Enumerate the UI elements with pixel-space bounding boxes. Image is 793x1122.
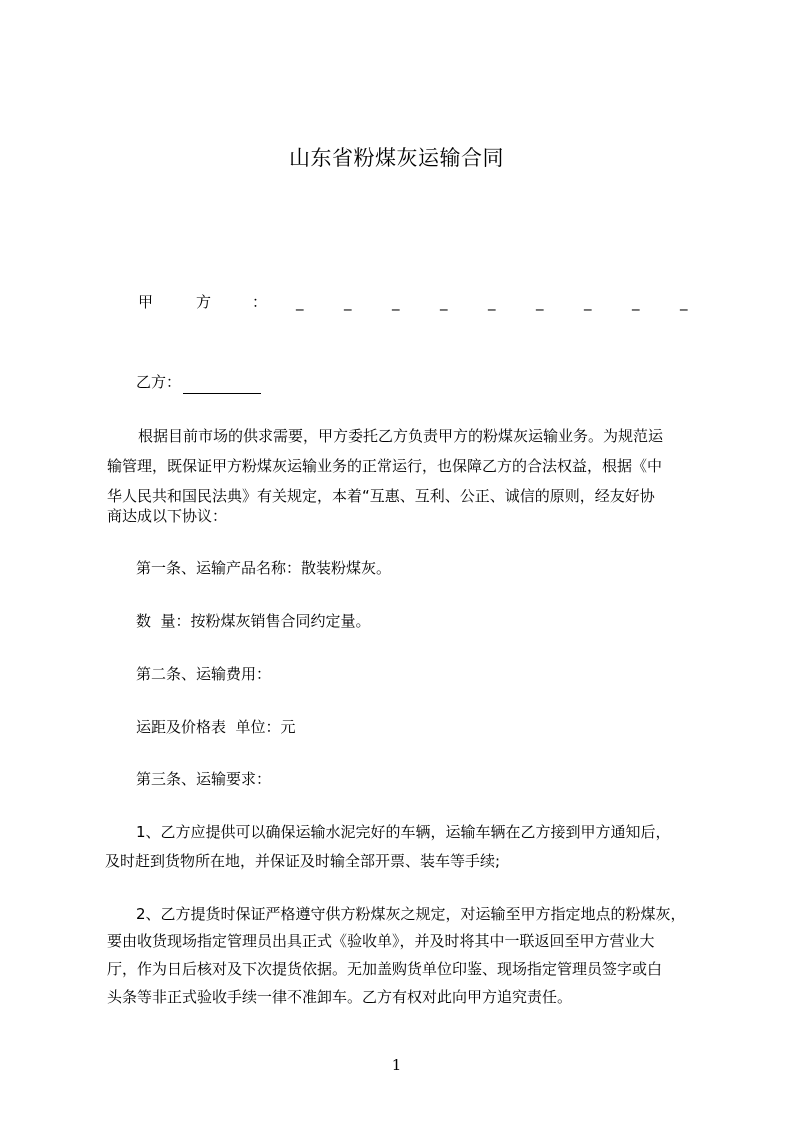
party-b-blank-line [183,376,261,394]
party-a-line [138,290,728,314]
blank-mark: _ [632,293,640,311]
requirement-2-line-4: 头条等非正式验收手续一律不准卸车。乙方有权对此向甲方追究责任。 [107,988,573,1006]
page-number: 1 [391,1056,402,1074]
blank-mark: _ [392,293,400,311]
party-a-label-1: 甲 [138,293,154,311]
quantity-clause: 数 量：按粉煤灰销售合同约定量。 [136,612,371,630]
preamble-line-4: 商达成以下协议： [107,507,228,525]
preamble-line-3: 华人民共和国民法典》有关规定，本着“互惠、互利、公正、诚信的原则，经友好协 [107,487,655,505]
party-a-label-2: 方 [196,293,212,311]
blank-mark: _ [488,293,496,311]
requirement-1-line-1: 1、乙方应提供可以确保运输水泥完好的车辆，运输车辆在乙方接到甲方通知后， [136,823,671,841]
document-title: 山东省粉煤灰运输合同 [289,146,504,170]
blank-mark: _ [440,293,448,311]
price-table-caption: 运距及价格表 单位：元 [136,718,296,736]
requirement-2-line-3: 厅，作为日后核对及下次提货依据。无加盖购货单位印鉴、现场指定管理员签字或白 [107,960,663,978]
preamble-line-2: 输管理，既保证甲方粉煤灰运输业务的正常运行，也保障乙方的合法权益，根据《中 [107,457,663,475]
requirement-2-line-1: 2、乙方提货时保证严格遵守供方粉煤灰之规定，对运输至甲方指定地点的粉煤灰， [136,905,686,923]
blank-mark: _ [584,293,592,311]
party-b-label: 乙方： [136,373,182,391]
blank-mark: _ [680,293,688,311]
blank-mark: _ [296,293,304,311]
article-1: 第一条、运输产品名称：散装粉煤灰。 [136,559,392,577]
preamble-line-1: 根据目前市场的供求需要，甲方委托乙方负责甲方的粉煤灰运输业务。为规范运 [138,427,664,445]
blank-mark: _ [536,293,544,311]
party-b-line [136,370,261,394]
party-a-colon: ： [252,293,268,311]
article-2: 第二条、运输费用： [136,665,272,683]
blank-mark: _ [344,293,352,311]
party-a-blank-field [296,293,728,311]
requirement-1-line-2: 及时赶到货物所在地，并保证及时输全部开票、装车等手续; [105,852,501,870]
article-3: 第三条、运输要求： [136,770,272,788]
requirement-2-line-2: 要由收货现场指定管理员出具正式《验收单》，并及时将其中一联返回至甲方营业大 [107,932,655,950]
